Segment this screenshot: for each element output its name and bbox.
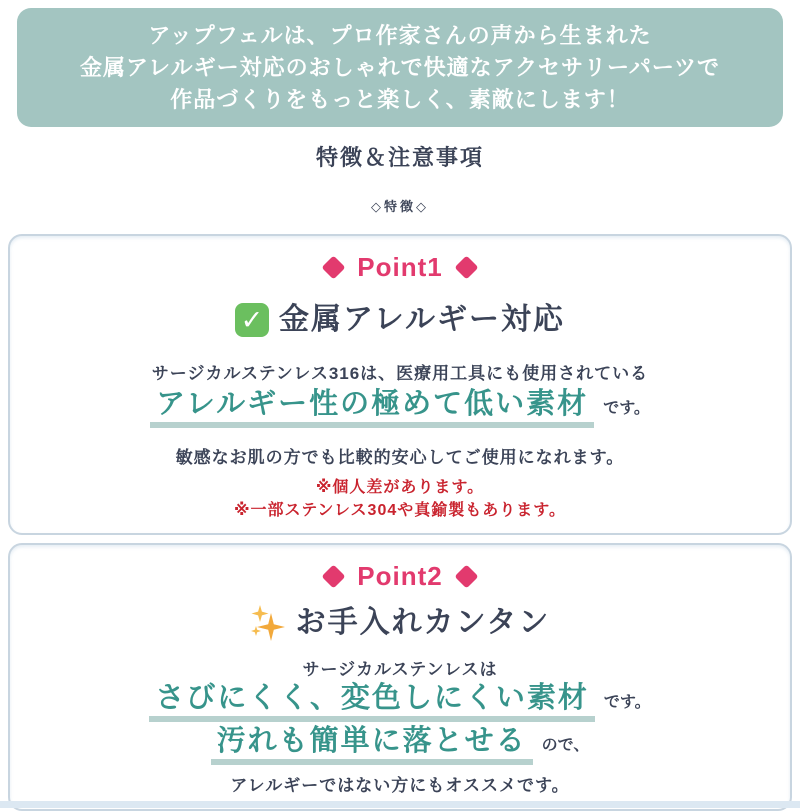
section-subtitle: ◇特徴◇ [371, 199, 429, 214]
intro-banner-line: アップフェルは、プロ作家さんの声から生まれた [148, 23, 652, 48]
diamond-icon [454, 564, 478, 588]
point2-header [20, 561, 780, 591]
point2-heading-text: お手入れカンタン [295, 606, 551, 639]
section-title: 特徴＆注意事項 [315, 145, 484, 170]
diamond-icon [454, 255, 478, 279]
point1-header [20, 252, 780, 282]
feature-card-point2 [8, 543, 792, 811]
intro-banner-line: 作品づくりをもっと楽しく、素敵にします！ [170, 87, 630, 112]
check-icon: ✓ [235, 303, 269, 337]
point1-highlight-row [20, 390, 780, 428]
point2-highlight-row-1 [20, 684, 780, 722]
feature-card-point1 [8, 234, 792, 535]
point1-notes [20, 476, 780, 522]
intro-banner [17, 8, 783, 127]
intro-banner-line: 金属アレルギー対応のおしゃれで快適なアクセサリーパーツで [80, 55, 720, 80]
point1-heading [20, 300, 780, 340]
point1-label: Point1 [357, 251, 443, 282]
point1-body-2: 敏感なお肌の方でも比較的安心してご使用になれます。 [175, 448, 625, 467]
next-section-edge [0, 801, 800, 808]
point2-highlight-1-suffix: です。 [603, 694, 651, 711]
point2-highlight-2: 汚れも簡単に落とせる [211, 727, 533, 765]
point1-note-2: ※一部ステンレス304や真鍮製もあります。 [234, 502, 566, 519]
diamond-icon [322, 255, 346, 279]
point1-body-1: サージカルステンレス316は、医療用工具にも使用されている [151, 364, 649, 383]
point2-label: Point2 [357, 560, 443, 591]
point2-highlight-2-suffix: ので、 [541, 737, 590, 754]
point2-highlight-1: さびにくく、変色しにくい素材 [149, 684, 594, 722]
point2-body-2: アレルギーではない方にもオススメです。 [230, 776, 570, 795]
point1-note-1: ※個人差があります。 [315, 479, 485, 496]
diamond-icon [322, 564, 346, 588]
point2-body-1: サージカルステンレスは [302, 660, 498, 679]
sparkles-icon [250, 605, 286, 641]
point1-highlight-suffix: です。 [603, 400, 650, 417]
point1-heading-text: 金属アレルギー対応 [278, 303, 566, 336]
point2-highlight-row-2 [20, 727, 780, 765]
point2-heading [20, 603, 780, 643]
point1-highlight: アレルギー性の極めて低い素材 [150, 390, 594, 428]
